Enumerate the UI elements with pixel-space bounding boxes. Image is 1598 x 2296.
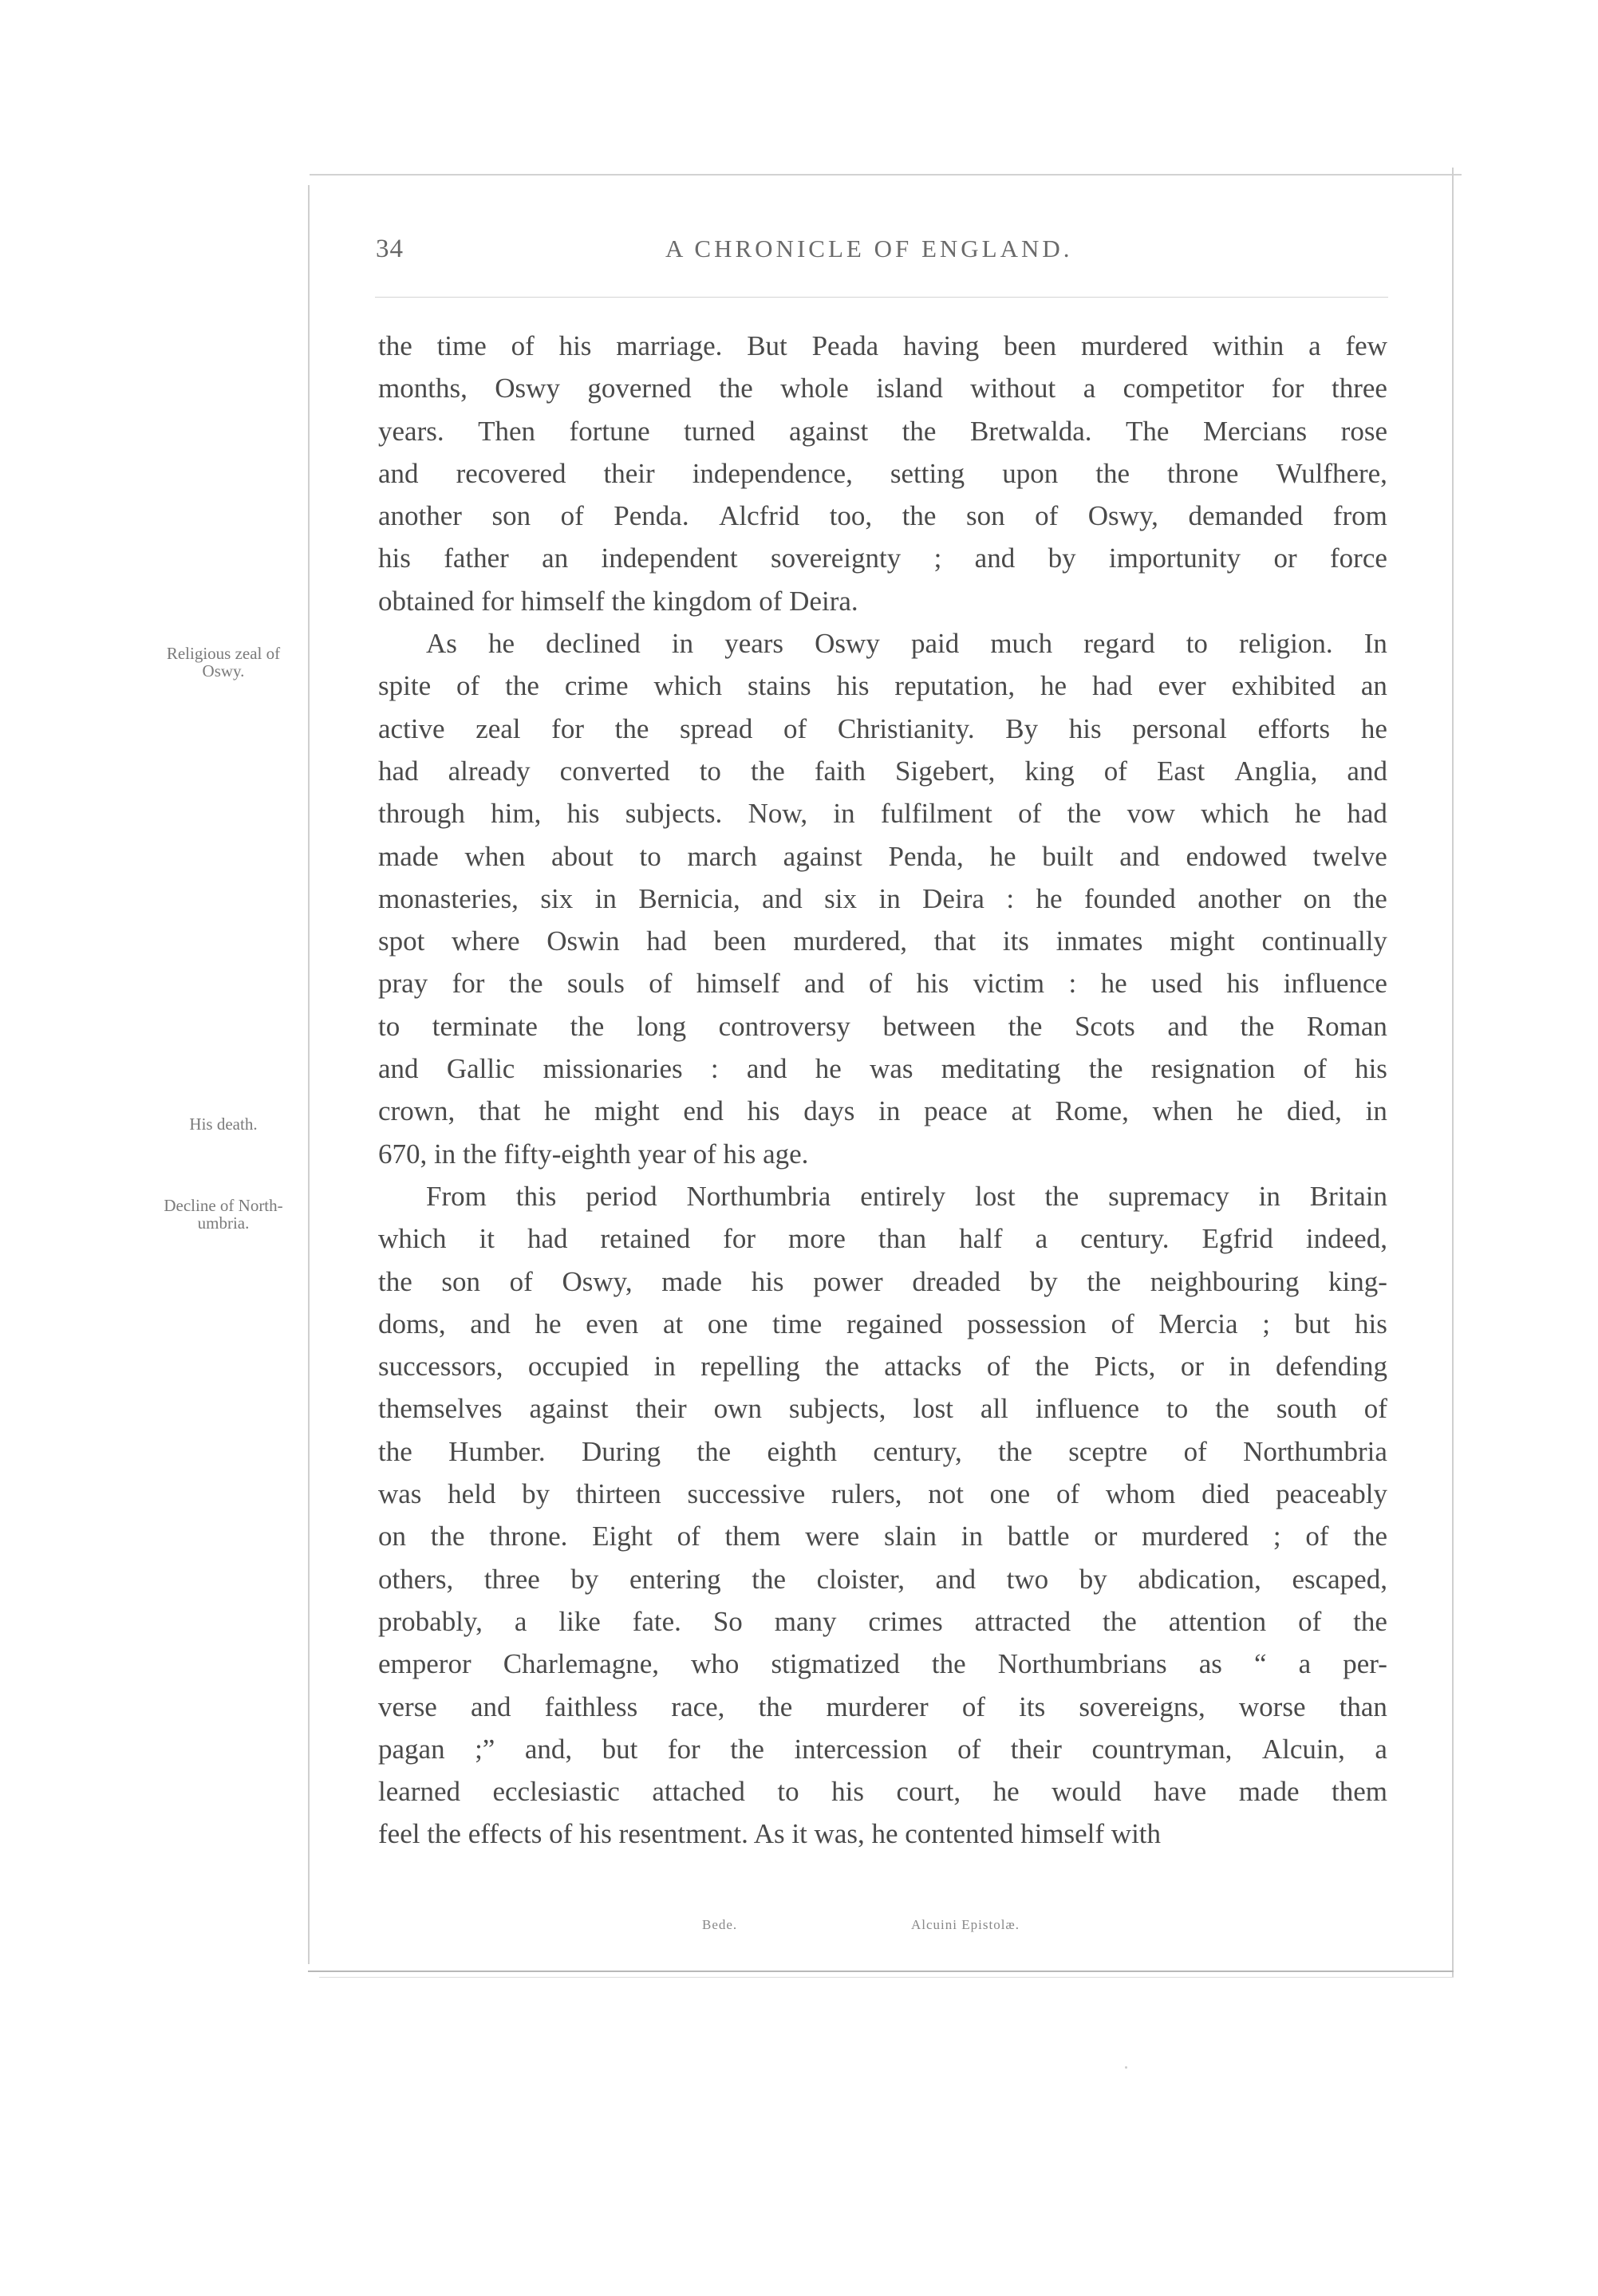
page-number: 34 xyxy=(376,235,404,263)
text-line: his father an independent sovereignty ; and by importunity or force xyxy=(378,542,1387,574)
text-line: verse and faithless race, the murderer of its sovereigns, worse than xyxy=(378,1690,1387,1722)
footnote-source-left: Bede. xyxy=(702,1917,738,1932)
text-line: others, three by entering the cloister, and two by abdication, escaped, xyxy=(378,1563,1387,1595)
text-line: months, Oswy governed the whole island without a competitor for three xyxy=(378,373,1387,404)
text-line: was held by thirteen successive rulers, not one of whom died peaceably xyxy=(378,1478,1387,1510)
text-line: monasteries, six in Bernicia, and six in Deira : he founded another on the xyxy=(378,882,1387,914)
text-line: 670, in the fifty-eighth year of his age. xyxy=(378,1138,809,1170)
text-line: spite of the crime which stains his reputation, he had ever exhibited an xyxy=(378,670,1387,702)
margin-note-his-death: His death. xyxy=(189,1114,258,1134)
text-line: pray for the souls of himself and of his victim : he used his influence xyxy=(378,968,1387,1000)
text-line: From this period Northumbria entirely lost the supremacy in Britain xyxy=(426,1180,1387,1212)
text-line: the Humber. During the eighth century, the sceptre of Northumbria xyxy=(378,1435,1387,1467)
page-frame-right-rule xyxy=(1452,168,1454,1977)
text-line: which it had retained for more than half a century. Egfrid indeed, xyxy=(378,1223,1387,1255)
text-line: active zeal for the spread of Christianity. By his personal efforts he xyxy=(378,712,1387,744)
text-line: spot where Oswin had been murdered, that its inmates might continually xyxy=(378,925,1387,957)
text-line: probably, a like fate. So many crimes attracted the attention of the xyxy=(378,1605,1387,1637)
paper-speck xyxy=(1125,2066,1127,2069)
margin-note-religious-zeal: Religious zeal of Oswy. xyxy=(166,644,281,681)
text-line: feel the effects of his resentment. As it was, he contented himself with xyxy=(378,1818,1162,1850)
text-line: made when about to march against Penda, he built and endowed twelve xyxy=(378,840,1387,872)
running-title: A CHRONICLE OF ENGLAND. xyxy=(665,235,1073,262)
text-line: crown, that he might end his days in peace at Rome, when he died, in xyxy=(378,1095,1387,1127)
text-line: to terminate the long controversy between the Scots and the Roman xyxy=(378,1010,1387,1042)
text-line: learned ecclesiastic attached to his court, he would have made them xyxy=(378,1776,1387,1808)
text-line: and Gallic missionaries : and he was meditating the resignation of his xyxy=(378,1053,1387,1085)
text-line: successors, occupied in repelling the attacks of the Picts, or in defending xyxy=(378,1351,1387,1383)
body-text xyxy=(378,330,1387,1861)
text-line: another son of Penda. Alcfrid too, the son of Oswy, demanded from xyxy=(378,500,1387,532)
page-frame-top-rule xyxy=(310,174,1462,176)
text-line: through him, his subjects. Now, in fulfilment of the vow which he had xyxy=(378,798,1387,830)
text-line: had already converted to the faith Sigebert, king of East Anglia, and xyxy=(378,755,1387,787)
text-line: As he declined in years Oswy paid much regard to religion. In xyxy=(426,628,1387,660)
footnote-source-right: Alcuini Epistolæ. xyxy=(911,1917,1020,1932)
header-rule xyxy=(375,297,1388,298)
text-line: themselves against their own subjects, lost all influence to the south of xyxy=(378,1393,1387,1425)
page-frame-bottom-rule xyxy=(308,1971,1454,1972)
page-frame-left-rule xyxy=(308,185,310,1964)
text-line: and recovered their independence, setting upon the throne Wulfhere, xyxy=(378,457,1387,489)
text-line: on the throne. Eight of them were slain in battle or murdered ; of the xyxy=(378,1521,1387,1552)
text-line: obtained for himself the kingdom of Deira. xyxy=(378,585,858,617)
text-line: pagan ;” and, but for the intercession of their countryman, Alcuin, a xyxy=(378,1733,1387,1765)
text-line: the time of his marriage. But Peada having been murdered within a few xyxy=(378,330,1387,361)
text-line: doms, and he even at one time regained possession of Mercia ; but his xyxy=(378,1308,1387,1339)
margin-note-decline: Decline of North-umbria. xyxy=(164,1196,283,1233)
text-line: emperor Charlemagne, who stigmatized the Northumbrians as “ a per- xyxy=(378,1648,1387,1680)
text-line: the son of Oswy, made his power dreaded by the neighbouring king- xyxy=(378,1265,1387,1297)
text-line: years. Then fortune turned against the Bretwalda. The Mercians rose xyxy=(378,415,1387,447)
page-frame-bottom-rule-inner xyxy=(319,1977,1454,1978)
